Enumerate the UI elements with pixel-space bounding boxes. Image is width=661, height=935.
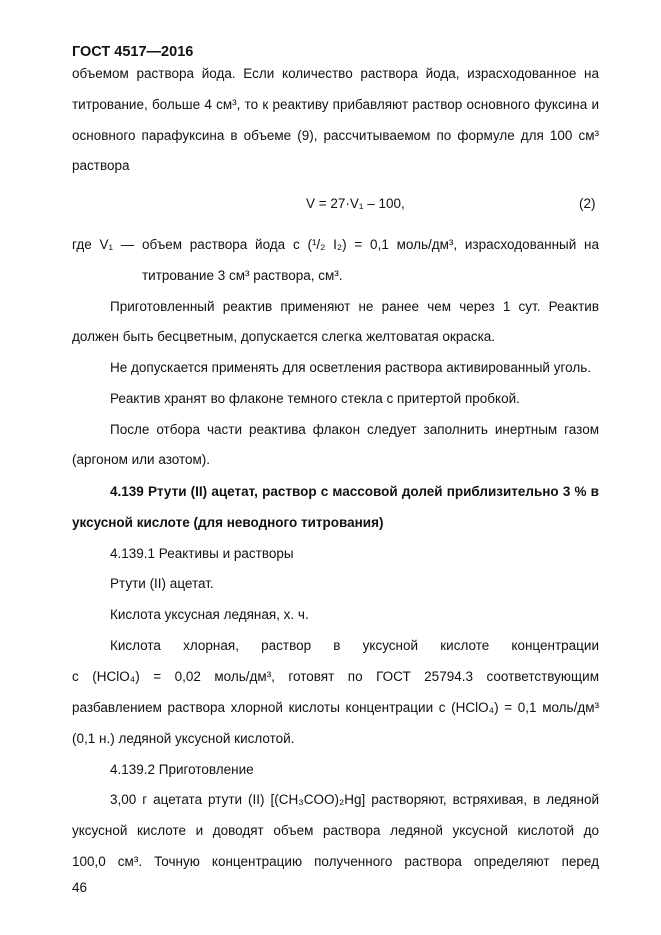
definition-line: где V₁ — объем раствора йода c (¹/₂ I₂) = 0,1 моль/дм³, израсходованный на — [72, 237, 599, 252]
paragraph-line: раствора — [72, 158, 130, 173]
definition-line: титрование 3 см³ раствора, см³. — [142, 268, 343, 283]
paragraph-line: 3,00 г ацетата ртути (II) [(CH₃COO)₂Hg] растворяют, встряхивая, в ледяной — [110, 792, 599, 807]
paragraph-line: c (HClO₄) = 0,02 моль/дм³, готовят по ГОСТ 25794.3 соответствующим — [72, 669, 599, 684]
paragraph-line: (аргоном или азотом). — [72, 452, 211, 467]
section-heading: 4.139 Ртути (II) ацетат, раствор с массовой долей приблизительно 3 % в — [110, 484, 599, 499]
formula: V = 27·V₁ – 100, — [306, 196, 405, 211]
paragraph-line: должен быть бесцветным, допускается слегка желтоватая окраска. — [72, 329, 496, 344]
paragraph-line: разбавлением раствора хлорной кислоты концентрации c (HClO₄) = 0,1 моль/дм³ — [72, 700, 599, 715]
paragraph-line: Кислота уксусная ледяная, х. ч. — [110, 607, 309, 622]
paragraph-line: титрование, больше 4 см³, то к реактиву прибавляют раствор основного фуксина и — [72, 97, 599, 112]
paragraph-line: Не допускается применять для осветления раствора активированный уголь. — [110, 360, 591, 375]
paragraph-line: Приготовленный реактив применяют не ранее чем через 1 сут. Реактив — [110, 299, 599, 314]
paragraph-line: Реактив хранят во флаконе темного стекла с притертой пробкой. — [110, 391, 520, 406]
paragraph-line: уксусной кислоте и доводят объем раствора ледяной уксусной кислотой до — [72, 823, 599, 838]
paragraph-line: объемом раствора йода. Если количество раствора йода, израсходованное на — [72, 66, 599, 81]
paragraph-line: Кислота хлорная, раствор в уксусной кислоте концентрации — [110, 638, 599, 653]
subsection-heading: 4.139.2 Приготовление — [110, 762, 254, 777]
equation-number: (2) — [579, 196, 596, 211]
page-number: 46 — [72, 880, 88, 895]
paragraph-line: основного парафуксина в объеме (9), рассчитываемом по формуле для 100 см³ — [72, 128, 599, 143]
paragraph-line: 100,0 см³. Точную концентрацию полученного раствора определяют перед — [72, 854, 599, 869]
section-heading: уксусной кислоте (для неводного титрования) — [72, 515, 384, 530]
document-header: ГОСТ 4517—2016 — [72, 44, 194, 60]
paragraph-line: (0,1 н.) ледяной уксусной кислотой. — [72, 731, 295, 746]
paragraph-line: Ртути (II) ацетат. — [110, 576, 214, 591]
paragraph-line: После отбора части реактива флакон следует заполнить инертным газом — [110, 422, 599, 437]
subsection-heading: 4.139.1 Реактивы и растворы — [110, 546, 294, 561]
